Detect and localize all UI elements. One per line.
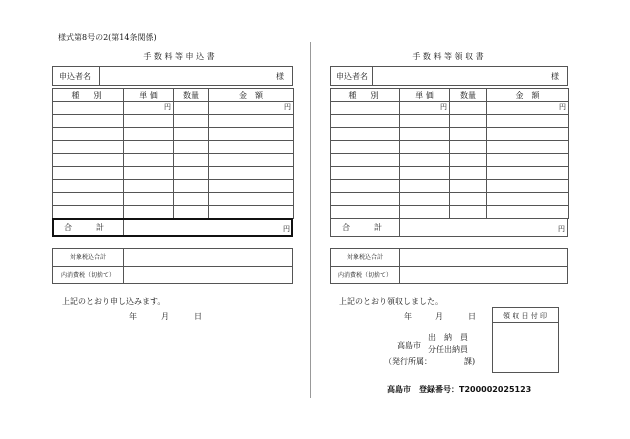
right-cell-type[interactable] <box>331 102 400 115</box>
left-date-month: 月 <box>161 312 169 321</box>
right-taxable-total-label: 対象税込合計 <box>346 254 384 261</box>
left-items-table <box>52 88 294 219</box>
right-cell-qty[interactable] <box>450 102 487 115</box>
registration-number: 高島市 登録番号：T200002025123 <box>387 385 532 394</box>
left-total-label: 合 計 <box>64 223 112 232</box>
left-col-unit-price: 単 価 <box>124 89 174 102</box>
left-cell-qty[interactable] <box>174 102 209 115</box>
receipt-stamp-label: 領 収 日 付 印 <box>503 312 547 320</box>
left-taxable-total-field[interactable] <box>124 249 292 265</box>
right-consumption-tax-field[interactable] <box>400 267 567 283</box>
left-total-yen: 円 <box>283 225 290 233</box>
sub-cashier-label: 分任出納員 <box>428 345 468 354</box>
right-total-field[interactable] <box>400 219 558 236</box>
right-total-label: 合 計 <box>342 223 390 232</box>
section-suffix: 課) <box>464 357 476 366</box>
left-statement: 上記のとおり申し込みます。 <box>62 297 166 306</box>
table-row <box>331 128 569 141</box>
left-taxable-total-label: 対象税込合計 <box>69 254 107 261</box>
table-row <box>331 102 569 115</box>
table-row <box>53 180 294 193</box>
table-row <box>331 167 569 180</box>
right-cell-unit-price[interactable]: 円 <box>400 102 450 115</box>
form-id: 様式第8号の2(第14条関係) <box>58 33 157 42</box>
left-date-day: 日 <box>194 312 202 321</box>
right-date-year: 年 <box>404 312 412 321</box>
table-row <box>53 206 294 219</box>
left-cell-unit-price[interactable]: 円 <box>124 102 174 115</box>
left-col-qty: 数量 <box>174 89 209 102</box>
left-applicant-field[interactable] <box>100 67 270 85</box>
right-total-yen: 円 <box>558 225 565 233</box>
right-col-amount: 金 額 <box>487 89 569 102</box>
left-total-field[interactable] <box>124 220 284 235</box>
right-date-month: 月 <box>435 312 443 321</box>
center-divider <box>310 42 311 398</box>
left-cell-type[interactable] <box>53 102 124 115</box>
left-consumption-tax-field[interactable] <box>124 267 292 283</box>
table-row <box>331 206 569 219</box>
left-honorific: 様 <box>276 72 284 81</box>
left-col-amount: 金 額 <box>209 89 294 102</box>
right-taxable-total-field[interactable] <box>400 249 567 265</box>
right-honorific: 様 <box>551 72 559 81</box>
right-title: 手 数 料 等 領 収 書 <box>412 52 484 61</box>
table-row <box>53 102 294 115</box>
table-row <box>331 180 569 193</box>
table-row <box>53 167 294 180</box>
left-col-type: 種 別 <box>53 89 124 102</box>
city-name: 高島市 <box>397 341 421 350</box>
table-row <box>331 115 569 128</box>
cashier-label: 出 納 員 <box>428 333 468 342</box>
right-col-type: 種 別 <box>331 89 400 102</box>
table-row <box>53 115 294 128</box>
right-col-qty: 数量 <box>450 89 487 102</box>
right-col-unit-price: 単 価 <box>400 89 450 102</box>
table-row <box>331 193 569 206</box>
left-title: 手 数 料 等 申 込 書 <box>143 52 215 61</box>
table-row <box>331 141 569 154</box>
right-applicant-label: 申込者名 <box>336 72 368 81</box>
right-statement: 上記のとおり領収しました。 <box>339 297 443 306</box>
table-row <box>53 154 294 167</box>
table-row <box>53 128 294 141</box>
left-cell-amount[interactable]: 円 <box>209 102 294 115</box>
table-row <box>53 141 294 154</box>
right-items-table <box>330 88 569 219</box>
right-date-day: 日 <box>468 312 476 321</box>
left-applicant-label: 申込者名 <box>59 72 91 81</box>
right-consumption-tax-label: 内消費税（切捨て） <box>337 272 393 279</box>
right-applicant-field[interactable] <box>373 67 543 85</box>
left-date-year: 年 <box>129 312 137 321</box>
right-cell-amount[interactable]: 円 <box>487 102 569 115</box>
table-row <box>53 193 294 206</box>
issuing-office-label: （発行所属： <box>384 357 432 366</box>
table-row <box>331 154 569 167</box>
left-consumption-tax-label: 内消費税（切捨て） <box>60 272 116 279</box>
